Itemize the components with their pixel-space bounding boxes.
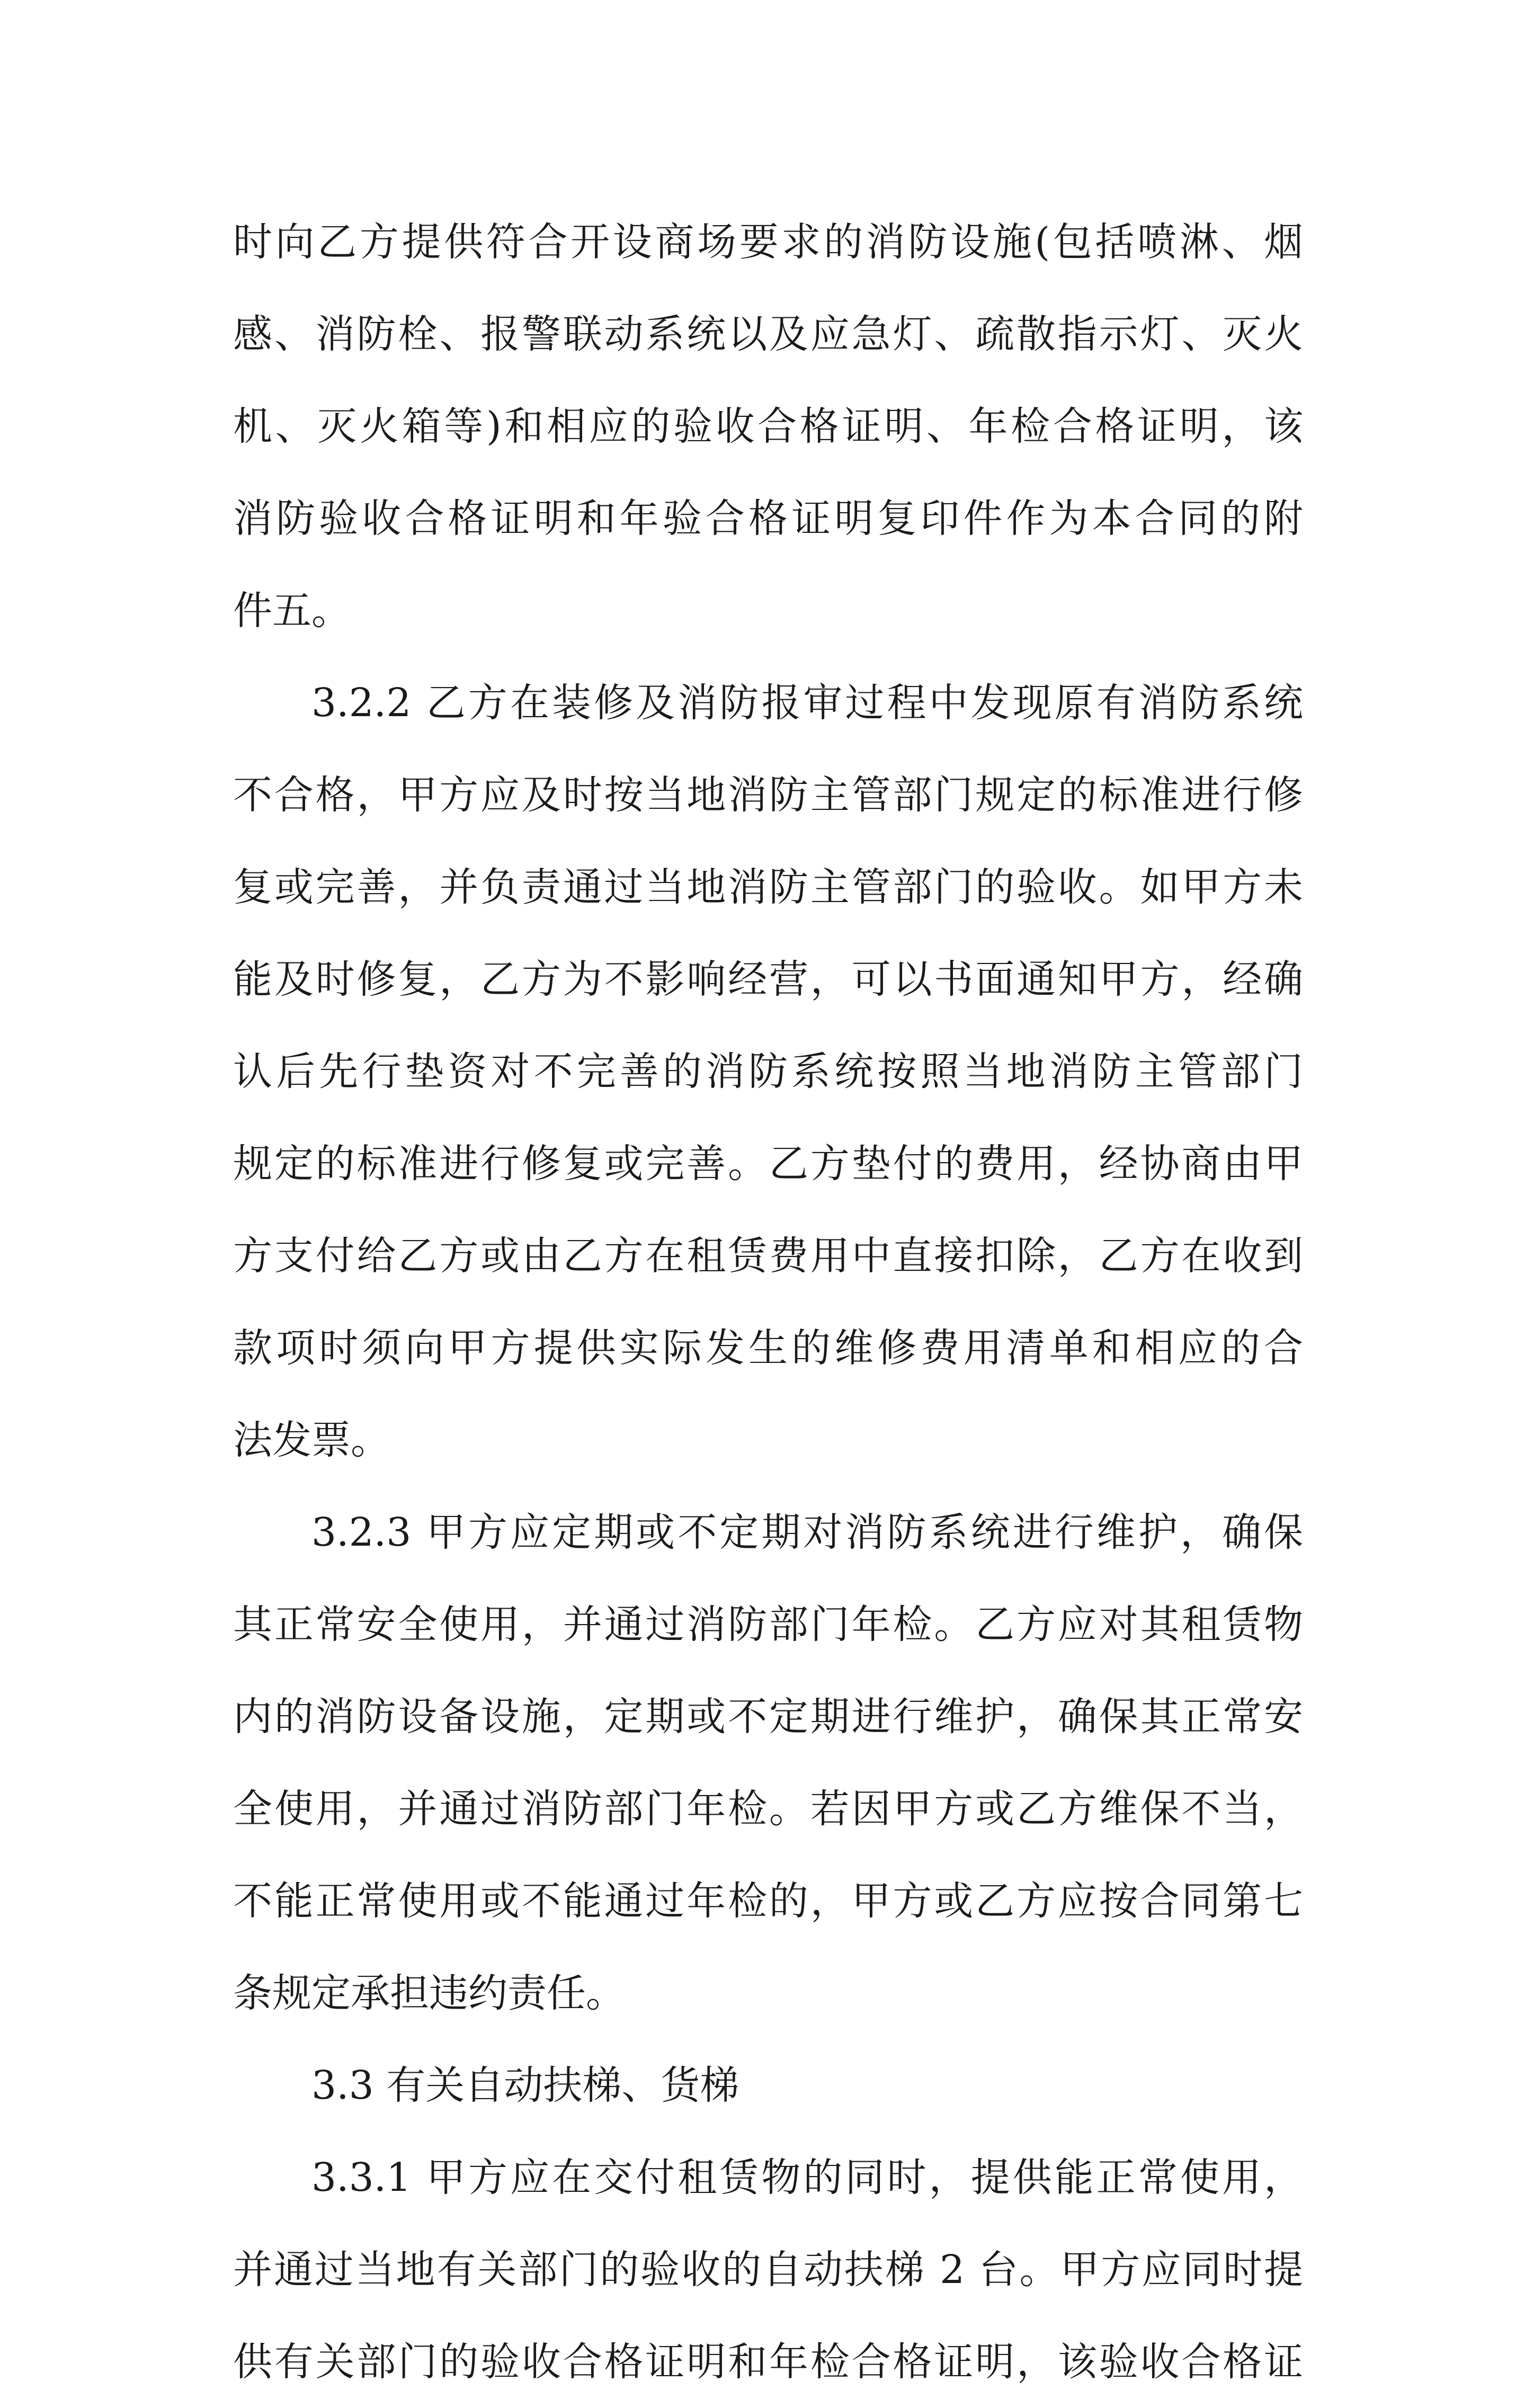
text-line: 复或完善，并负责通过当地消防主管部门的验收。如甲方未 <box>233 864 1303 910</box>
section-heading-3-3 <box>233 2039 1303 2131</box>
text-line: 机、灭火箱等)和相应的验收合格证明、年检合格证明，该 <box>233 404 1303 449</box>
paragraph-3-2-2 <box>233 657 1303 1486</box>
text-line: 不合格，甲方应及时按当地消防主管部门规定的标准进行修 <box>233 772 1303 818</box>
text-line: 感、消防栓、报警联动系统以及应急灯、疏散指示灯、灭火 <box>233 311 1303 357</box>
text-line: 消防验收合格证明和年验合格证明复印件作为本合同的附 <box>233 496 1303 541</box>
text-line: 3.3.1 甲方应在交付租赁物的同时，提供能正常使用， <box>311 2155 1303 2200</box>
text-line: 件五。 <box>233 588 351 634</box>
text-line: 不能正常使用或不能通过年检的，甲方或乙方应按合同第七 <box>233 1878 1303 1924</box>
text-line: 全使用，并通过消防部门年检。若因甲方或乙方维保不当， <box>233 1786 1303 1832</box>
paragraph-3-3-1 <box>233 2131 1303 2408</box>
text-line: 规定的标准进行修复或完善。乙方垫付的费用，经协商由甲 <box>233 1141 1303 1187</box>
text-line: 能及时修复，乙方为不影响经营，可以书面通知甲方，经确 <box>233 957 1303 1002</box>
text-line: 3.2.3 甲方应定期或不定期对消防系统进行维护，确保 <box>311 1510 1303 1555</box>
document-body <box>233 196 1303 2408</box>
text-line: 方支付给乙方或由乙方在租赁费用中直接扣除，乙方在收到 <box>233 1233 1303 1279</box>
text-line: 其正常安全使用，并通过消防部门年检。乙方应对其租赁物 <box>233 1602 1303 1647</box>
paragraph-3-2-3 <box>233 1486 1303 2039</box>
text-line: 认后先行垫资对不完善的消防系统按照当地消防主管部门 <box>233 1049 1303 1094</box>
text-line: 条规定承担违约责任。 <box>233 1970 625 2016</box>
text-line: 并通过当地有关部门的验收的自动扶梯 2 台。甲方应同时提 <box>233 2247 1303 2293</box>
text-line: 款项时须向甲方提供实际发生的维修费用清单和相应的合 <box>233 1325 1303 1371</box>
text-line: 供有关部门的验收合格证明和年检合格证明，该验收合格证 <box>233 2339 1303 2385</box>
text-line: 3.2.2 乙方在装修及消防报审过程中发现原有消防系统 <box>311 680 1303 726</box>
text-line: 时向乙方提供符合开设商场要求的消防设施(包括喷淋、烟 <box>233 219 1303 265</box>
text-line: 内的消防设备设施，定期或不定期进行维护，确保其正常安 <box>233 1694 1303 1740</box>
text-line: 3.3 有关自动扶梯、货梯 <box>311 2063 739 2108</box>
paragraph-3-2-1-continued <box>233 196 1303 657</box>
text-line: 法发票。 <box>233 1417 390 1463</box>
